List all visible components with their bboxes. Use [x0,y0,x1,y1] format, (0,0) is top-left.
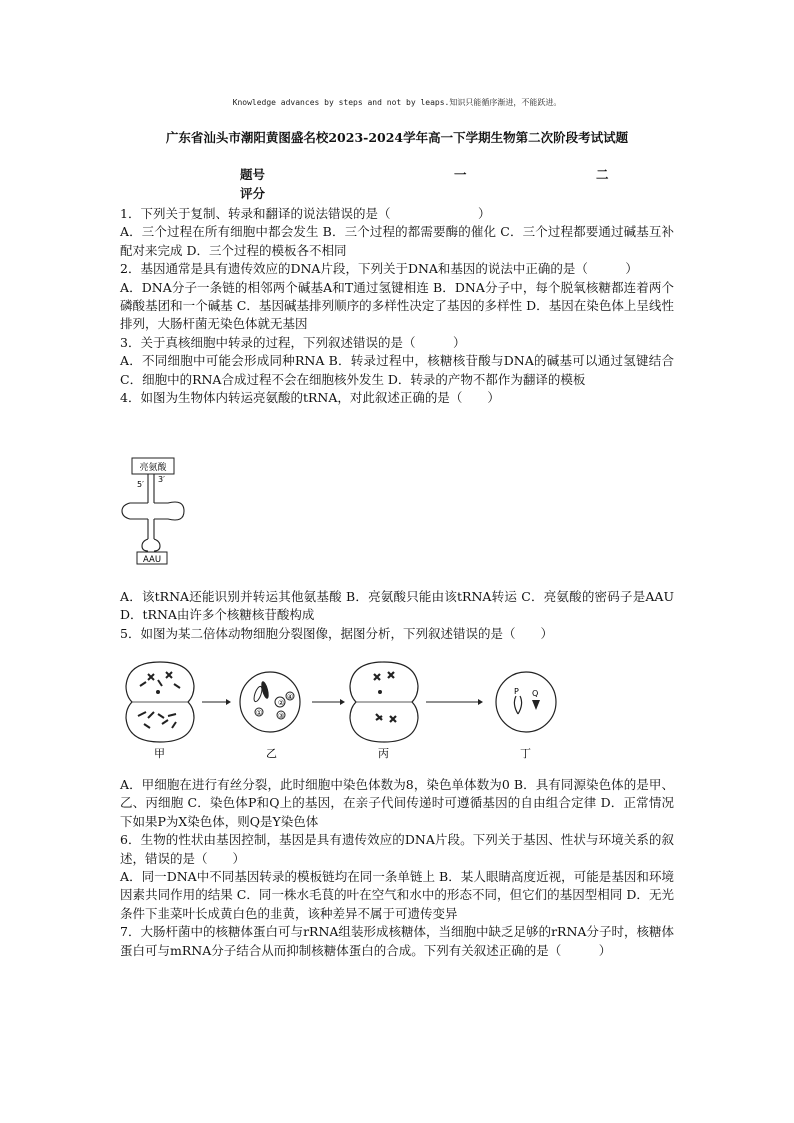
header-motto: Knowledge advances by steps and not by leaps.知识只能循序渐进，不能跃进。 [232,98,562,107]
cell-division-figure [118,658,578,782]
questions-block-1 [120,205,674,407]
score-col-2: 二 [596,167,609,182]
q7-stem: 7．大肠杆菌中的核糖体蛋白可与rRNA组装形成核糖体，当细胞中缺乏足够的rRNA分子时，核糖体蛋白可与mRNA分子结合从而抑制核糖体蛋白的合成。下列有关叙述正确的是（ ） [120,924,674,958]
q5-stem: 5．如图为某二倍体动物细胞分裂图像，据图分析，下列叙述错误的是（ ） [120,625,553,641]
q5-options: A．甲细胞在进行有丝分裂，此时细胞中染色体数为8，染色单体数为0 B．具有同源染色体的是甲、乙、丙细胞 C．染色体P和Q上的基因，在亲子代间传递时可遵循基因的自由组合定律 D．正常情况下如果P为X染色体，则Q是Y染色体 [120,777,674,829]
trna-3-end-label: 3′ [158,475,165,484]
label-bing: 丙 [378,747,389,760]
cell-jia [126,662,194,742]
label-yi: 乙 [266,747,277,760]
chrom-label-4: ④ [287,693,294,701]
questions-block-2 [120,588,674,643]
chrom-label-3: ③ [278,712,285,720]
trna-anticodon-label: AAU [142,555,162,565]
score-label-score: 评分 [240,186,266,201]
cell-ding [496,672,556,732]
page-title: 广东省汕头市潮阳黄图盛名校2023-2024学年高一下学期生物第二次阶段考试试题 [165,130,629,145]
trna-figure [118,455,190,567]
q6-options: A．同一DNA中不同基因转录的模板链均在同一条单链上 B．某人眼睛高度近视，可能是基因和环境因素共同作用的结果 C．同一株水毛茛的叶在空气和水中的形态不同，但它们的基因型相同 D．无光条件下韭菜叶长成黄白色的韭黄，该种差异不属于可遗传变异 [120,869,674,921]
q4-stem: 4．如图为生物体内转运亮氨酸的tRNA，对此叙述正确的是（ ） [120,390,500,406]
trna-cloverleaf [122,474,184,551]
chrom-label-2: ② [278,699,285,707]
label-ding: 丁 [520,747,531,760]
score-col-1: 一 [454,167,467,182]
chrom-label-p: P [514,687,519,696]
q6-stem: 6．生物的性状由基因控制，基因是具有遗传效应的DNA片段。下列关于基因、性状与环境关系的叙述，错误的是（ ） [120,832,674,866]
q3-stem: 3．关于真核细胞中转录的过程，下列叙述错误的是（ ） [120,334,466,350]
chrom-label-q: Q [532,689,539,698]
cell-yi [240,672,300,732]
score-label-question: 题号 [240,167,266,182]
questions-block-3 [120,776,674,960]
label-jia: 甲 [154,747,165,760]
trna-5-end-label: 5′ [137,480,144,489]
q4-options: A．该tRNA还能识别并转运其他氨基酸 B．亮氨酸只能由该tRNA转运 C．亮氨酸的密码子是AAU D．tRNA由许多个核糖核苷酸构成 [120,589,674,623]
q1-stem: 1．下列关于复制、转录和翻译的说法错误的是（ ） [120,206,491,221]
q2-stem: 2．基因通常是具有遗传效应的DNA片段，下列关于DNA和基因的说法中正确的是（ ） [120,261,638,277]
trna-amino-acid-label: 亮氨酸 [139,463,167,473]
cell-bing [350,662,418,742]
q3-options: A．不同细胞中可能会形成同种RNA B．转录过程中，核糖核苷酸与DNA的碱基可以通过氢键结合 C．细胞中的RNA合成过程不会在细胞核外发生 D．转录的产物不都作为翻译的模板 [120,353,674,387]
q1-options: A．三个过程在所有细胞中都会发生 B．三个过程的都需要酶的催化 C．三个过程都要通过碱基互补配对来完成 D．三个过程的模板各不相同 [120,224,674,258]
chrom-label-1: ① [256,709,263,717]
q2-options: A．DNA分子一条链的相邻两个碱基A和T通过氢键相连 B．DNA分子中，每个脱氧核糖都连着两个磷酸基团和一个碱基 C．基因碱基排列顺序的多样性决定了基因的多样性 D．基因在染色体上呈线性排列，大肠杆菌无染色体就无基因 [120,279,674,332]
